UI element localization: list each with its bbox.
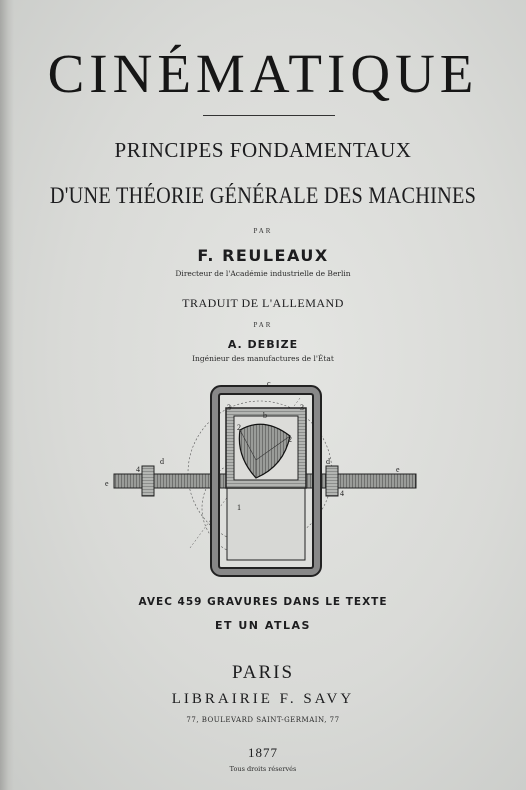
translation-note: TRADUIT DE L'ALLEMAND [182,296,344,310]
label-4b: 4 [340,489,344,498]
label-2a: 2 [237,423,241,432]
subtitle-line-1: PRINCIPES FONDAMENTAUX [114,138,412,162]
label-c: c [267,379,271,388]
label-4a: 4 [136,465,140,474]
translator-name: A. DEBIZE [227,338,299,351]
publisher-name: LIBRAIRIE F. SAVY [171,691,355,707]
author-name: F. REULEAUX [197,246,329,265]
label-b: b [263,411,267,420]
publication-year: 1877 [248,745,278,760]
title-rule [203,115,335,116]
subtitle-line-2: D'UNE THÉORIE GÉNÉRALE DES MACHINES [49,183,477,208]
label-1: 1 [237,503,241,512]
par-translator: PAR [253,321,273,329]
translator-role: Ingénieur des manufactures de l'État [192,354,334,363]
label-d-right: d [326,457,330,466]
label-2b: 2 [288,435,292,444]
author-role: Directeur de l'Académie industrielle de Berlin [175,269,351,278]
label-3b: 3 [300,403,304,412]
publication-city: PARIS [231,662,295,683]
mechanism-engraving [100,378,430,578]
par-author: PAR [253,227,273,235]
label-e-right: e [396,465,400,474]
label-d-left: d [160,457,164,466]
rights-notice: Tous droits réservés [229,765,297,773]
engravings-note: AVEC 459 GRAVURES DANS LE TEXTE [138,596,388,608]
label-e-left: e [105,479,109,488]
book-title: CINÉMATIQUE [47,43,479,104]
label-3a: 3 [227,403,231,412]
atlas-note: ET UN ATLAS [215,619,311,632]
publisher-address: 77, BOULEVARD SAINT-GERMAIN, 77 [186,716,340,724]
